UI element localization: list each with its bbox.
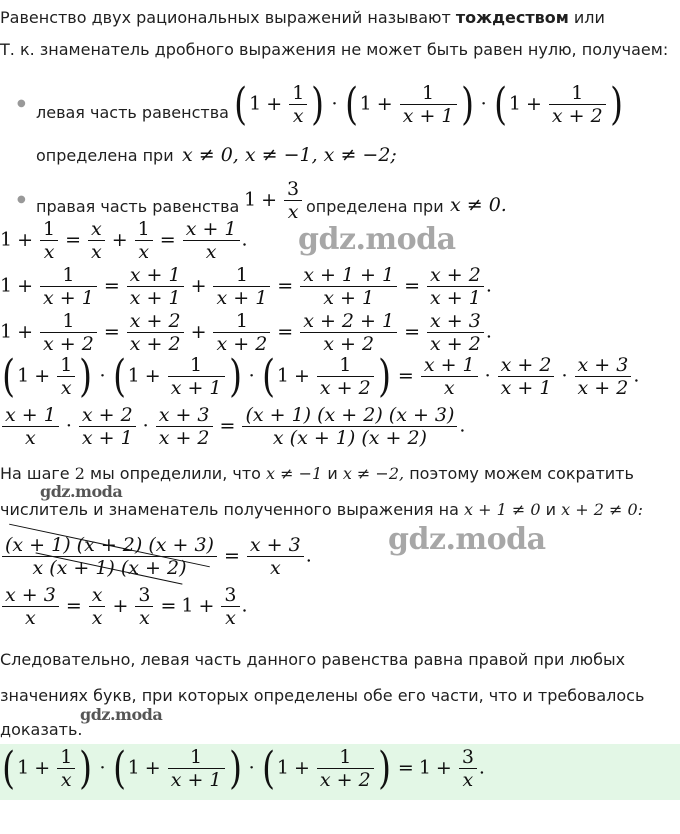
conclusion-line-1: Следовательно, левая часть данного равенства равна правой при любых	[0, 650, 626, 669]
bullet1-defined-label: определена при	[36, 146, 174, 165]
equation-3: 1 + $\frac{1}{x + 2}$ = $\frac{x + 2}{x + 2}$ + $\frac{1}{x + 2}$ = $\frac{x + 2 + 1}{x + 2}$ = $\frac{x + 3}{x + 2}$ .	[0, 310, 492, 355]
watermark-4: gdz.moda	[80, 705, 163, 724]
final-identity: ( 1 + $\frac{1}{x}$ ) · ( 1 + $\frac{1}{x + 1}$ ) · ( 1 + $\frac{1}{x + 2}$ ) = 1 + $\frac{3}{x}$ .	[2, 742, 485, 794]
bullet2-condition: x ≠ 0.	[450, 194, 507, 216]
bullet2-expression: 1 + $\frac{3}{x}$	[244, 178, 304, 223]
equation-2: 1 + $\frac{1}{x + 1}$ = $\frac{x + 1}{x + 1}$ + $\frac{1}{x + 1}$ = $\frac{x + 1 + 1}{x + 1}$ = $\frac{x + 2}{x + 1}$ .	[0, 264, 492, 309]
denominator-note: Т. к. знаменатель дробного выражения не может быть равен нулю, получаем:	[0, 40, 669, 59]
intro-bold-term: тождеством	[455, 8, 569, 27]
intro-tail: или	[568, 8, 605, 27]
conclusion-line-2: значениях букв, при которых определены обе его части, что и требовалось	[0, 686, 645, 705]
watermark-3: gdz.moda	[388, 522, 546, 557]
conclusion-line-3: доказать.	[0, 720, 83, 739]
bullet2-defined-label: определена при	[306, 197, 444, 216]
bullet2-label: правая часть равенства	[36, 197, 240, 216]
equation-4: ( 1 + $\frac{1}{x}$ ) · ( 1 + $\frac{1}{x + 1}$ ) · ( 1 + $\frac{1}{x + 2}$ ) = $\frac{x + 1}{x}$ · $\frac{x + 2}{x + 1}$ · $\frac{x + 3}{x + 2}$ .	[2, 350, 640, 402]
equation-1: 1 + $\frac{1}{x}$ = $\frac{x}{x}$ + $\frac{1}{x}$ = $\frac{x + 1}{x}$ .	[0, 218, 248, 263]
equation-5: $\frac{x + 1}{x}$ · $\frac{x + 2}{x + 1}$ · $\frac{x + 3}{x + 2}$ = $\frac{(x + 1) (x + 2) (x + 3)}{x (x + 1) (x + 2)}$ .	[0, 404, 465, 449]
intro-line	[0, 8, 605, 28]
bullet1-label: левая часть равенства	[36, 103, 229, 122]
equation-6-reduced: $\frac{(x + 1) (x + 2) (x + 3)}{x (x + 1) (x + 2)}$ = $\frac{x + 3}{x}$ .	[0, 534, 312, 579]
reduce-note: числитель и знаменатель полученного выражения на x + 1 ≠ 0 и x + 2 ≠ 0:	[0, 500, 644, 519]
step-note: На шаге 2 мы определили, что x ≠ −1 и x ≠ −2, поэтому можем сократить	[0, 464, 634, 483]
bullet-dot-1: ●	[17, 98, 26, 109]
bullet1-condition: x ≠ 0, x ≠ −1, x ≠ −2;	[182, 144, 397, 166]
bullet-dot-2: ●	[17, 194, 26, 205]
intro-text: Равенство двух рациональных выражений называют	[0, 8, 456, 27]
watermark-1: gdz.moda	[298, 222, 456, 257]
equation-7: $\frac{x + 3}{x}$ = $\frac{x}{x}$ + $\frac{3}{x}$ = 1 + $\frac{3}{x}$ .	[0, 584, 248, 629]
bullet1-expression: ( 1 + $\frac{1}{x}$ ) · ( 1 + $\frac{1}{x + 1}$ ) · ( 1 + $\frac{1}{x + 2}$ )	[234, 78, 623, 130]
watermark-2: gdz.moda	[40, 482, 123, 501]
